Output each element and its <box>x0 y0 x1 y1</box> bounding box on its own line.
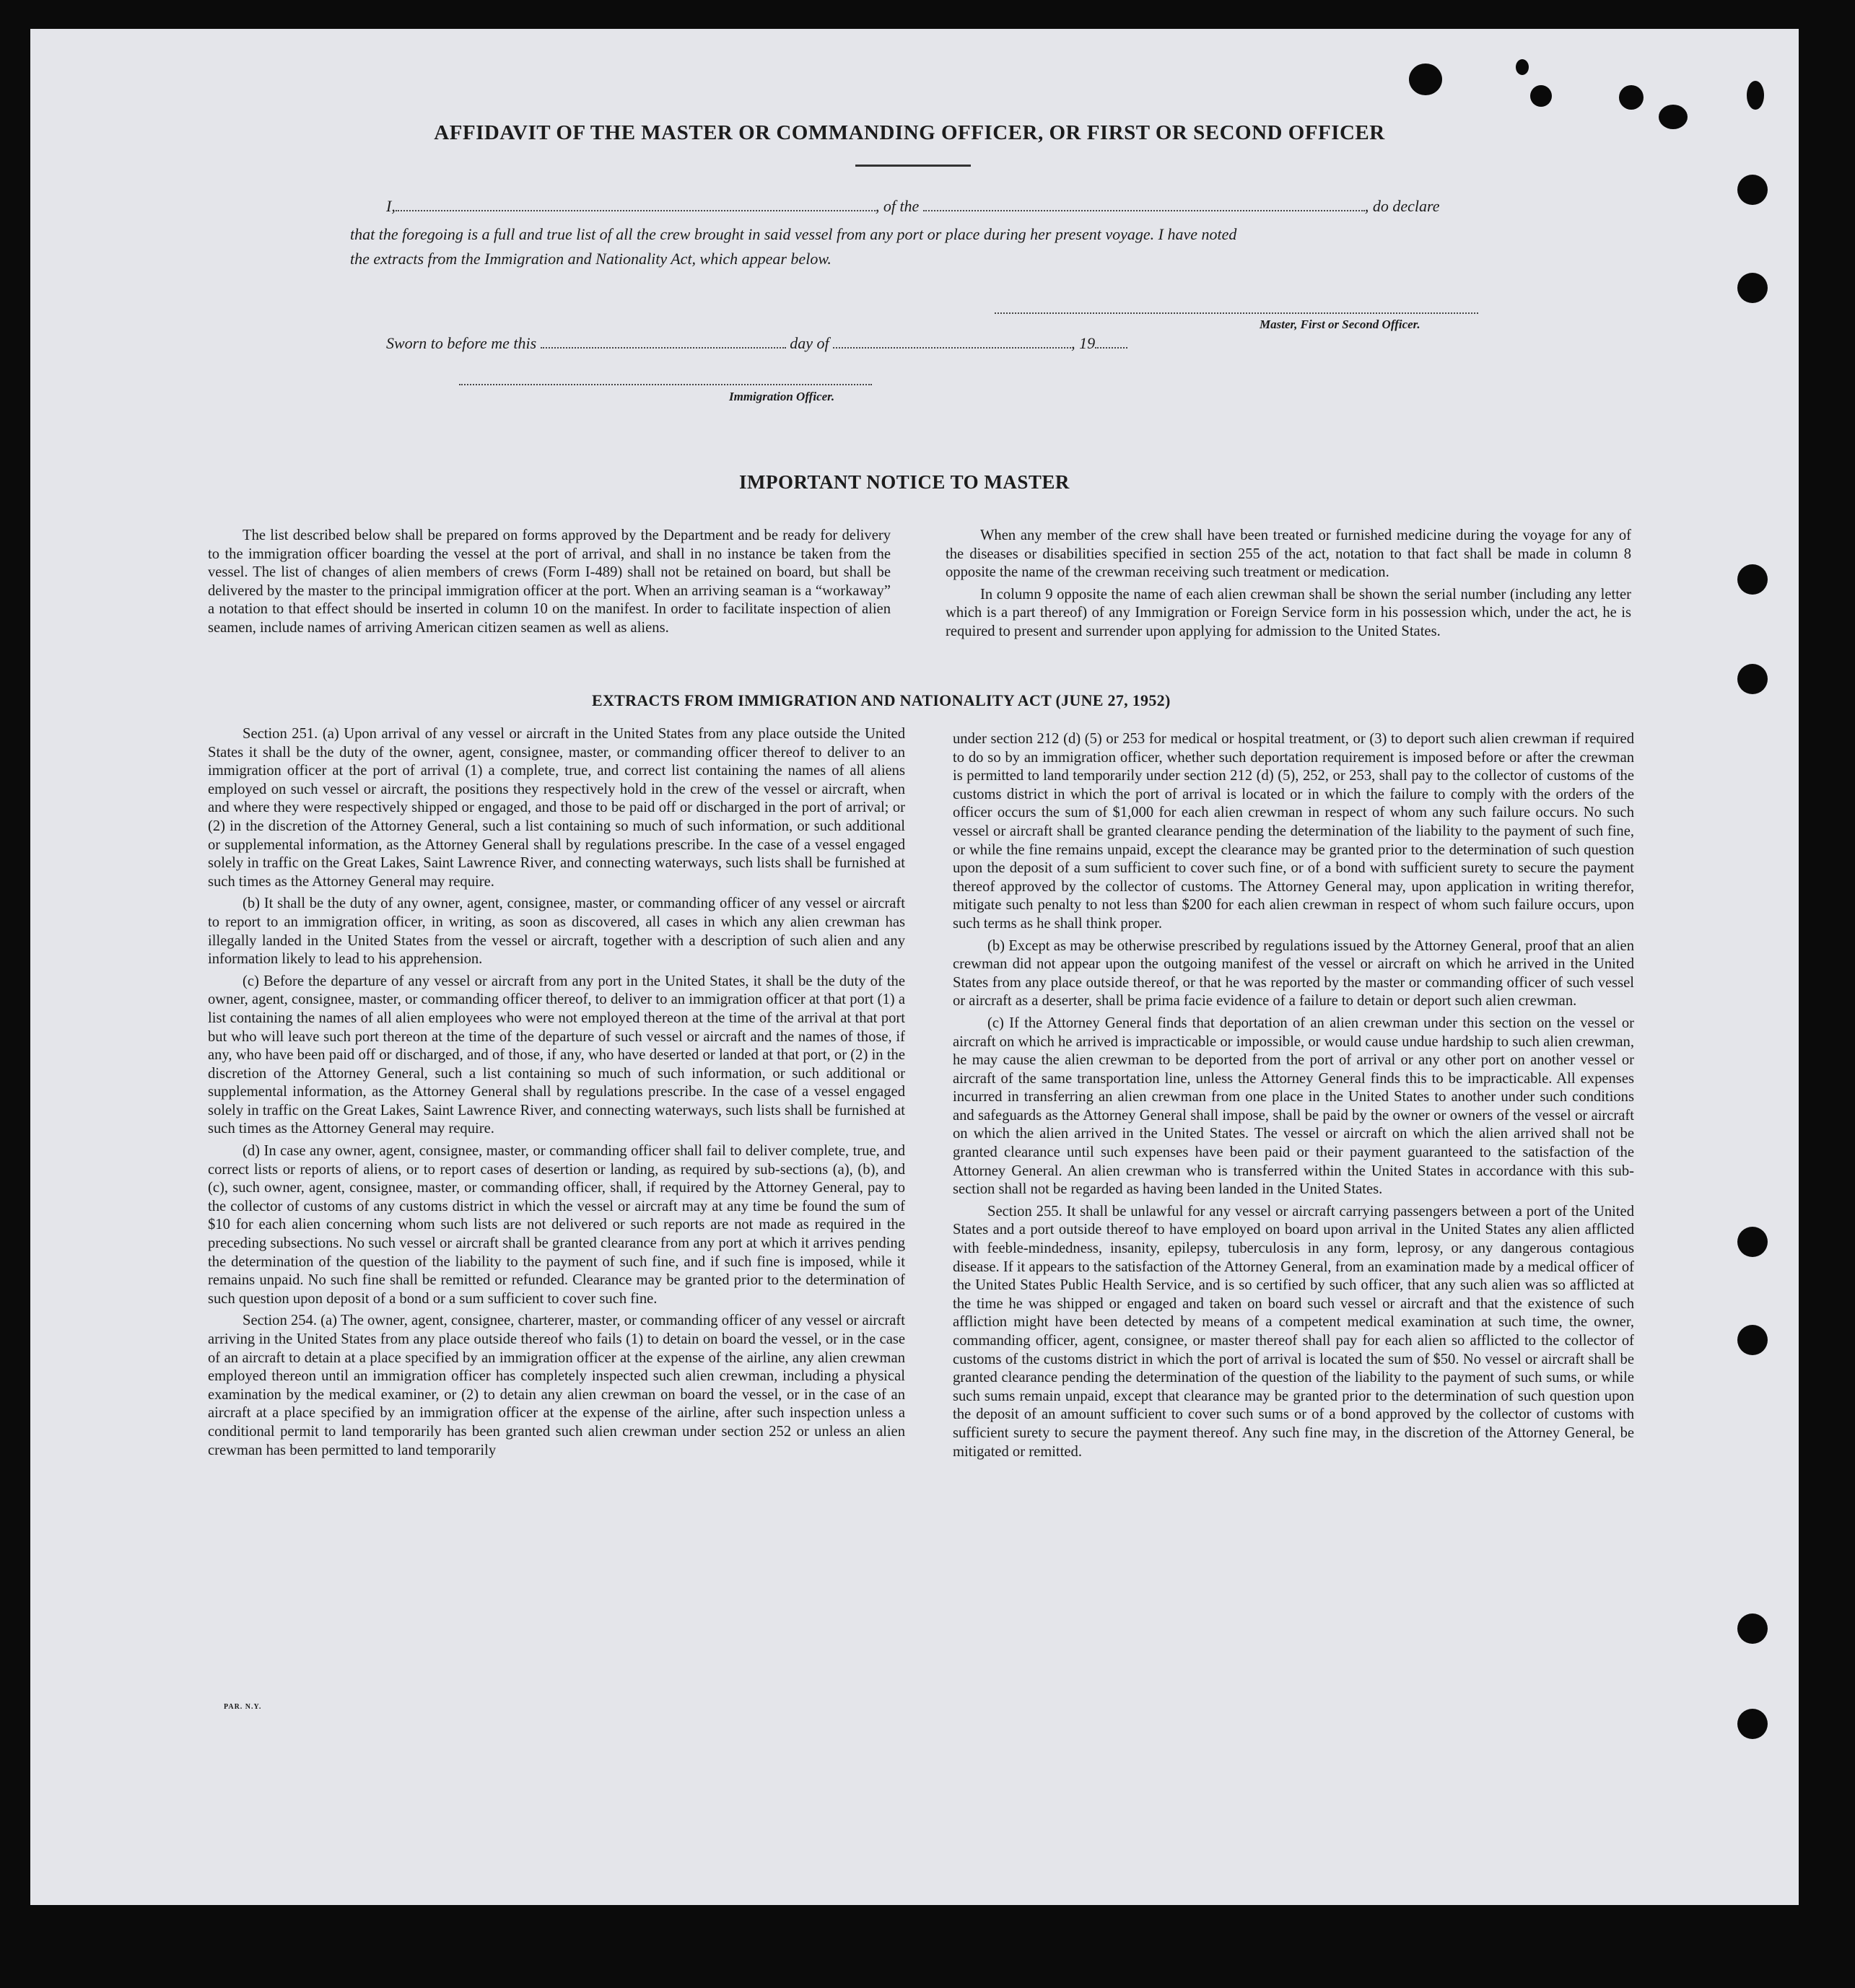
sworn-year-field[interactable] <box>1095 344 1127 349</box>
section-254-c: (c) If the Attorney General finds that deportation of an alien crewman under this section on the vessel or aircraft on which he arrived is impracticable or impossible, or would cause undue hardship to such alien crewman, he may cause the alien crewman to be deported from the port of arrival or any other port on another vessel or aircraft of the same transportation line, unless the Attorney General finds this to be impracticable. All expenses incurred in transferring an alien crewman from one place in the United States to another under such conditions and safeguards as the Attorney General shall impose, shall be paid by the owner or owners of the vessel or aircraft on which the alien arrived in the United States. The vessel or aircraft on which the alien arrived shall not be granted clearance until such expenses have been paid or their payment guaranteed to the satisfaction of the Attorney General. An alien crewman who is transferred within the United States in accordance with this sub-section shall not be regarded as having been landed in the United States. <box>953 1015 1634 1198</box>
section-254-a: Section 254. (a) The owner, agent, consignee, charterer, master, or commanding officer of any vessel or aircraft arriving in the United States from any place outside thereof who fails (1) to detain on board the vessel, or in the case of an aircraft to detain at a place specified by an immigration officer at the expense of the airline, any alien crewman employed thereon until an immigration officer has completely inspected such alien crewman, including a physical examination by the medical examiner, or (2) to detain any alien crewman on board the vessel, or in the case of an aircraft at a place specified by an immigration officer at the expense of the airline, after such inspection unless a conditional permit to land temporarily has been granted such alien crewman under section 252 or unless an alien crewman has been permitted to land temporarily <box>208 1313 905 1458</box>
do-declare-text: , do declare <box>1364 197 1440 215</box>
notice-left-paragraph: The list described below shall be prepared on forms approved by the Department and be ready for delivery to the immigration officer boarding the vessel at the port of arrival, and shall in no instance be taken from the vessel. The list of changes of alien members of crews (Form I-489) shall not be retained on board, but shall be delivered by the master to the principal immigration officer at the port. When an arriving seaman is a “workaway” a notation to that effect should be inserted in column 10 on the manifest. In order to facilitate inspection of alien seamen, include names of arriving American citizen seamen as well as aliens. <box>208 527 891 636</box>
sworn-line <box>386 334 1127 353</box>
section-251-d: (d) In case any owner, agent, consignee, master, or commanding officer shall fail to deliver complete, true, and correct lists or reports of aliens, or to report cases of desertion or landing, as required by sub-sections (a), (b), and (c), such owner, agent, consignee, master, or commanding officer, shall, if required by the Attorney General, pay to the collector of customs of any customs district in which the vessel or aircraft may at any time be found the sum of $10 for each alien concerning whom such lists are not delivered or such reports are not made as required in the preceding subsections. No such vessel or aircraft shall be granted clearance from any port at which it arrives pending the determination of the question of the liability to the payment of such fine, and if such fine is imposed, while it remains unpaid. No such fine shall be remitted or refunded. Clearance may be granted prior to the determination of such question upon deposit of a bond or a sum sufficient to cover such fine. <box>208 1143 905 1307</box>
punch-hole <box>1530 85 1552 107</box>
section-251-a: Section 251. (a) Upon arrival of any vessel or aircraft in the United States from any place outside the United States it shall be the duty of the owner, agent, consignee, master, or commanding officer thereof to deliver to an immigration officer at the port of arrival (1) a complete, true, and correct list containing the names of all aliens employed on such vessel or aircraft, the positions they respectively hold in the crew of the vessel or aircraft, when and where they were respectively shipped or engaged, and those to be paid off or discharged in the port of arrival; or (2) in the discretion of the Attorney General, such a list containing so much of such information, or such additional or supplemental information, as the Attorney General shall by regulations prescribe. In the case of a vessel engaged solely in traffic on the Great Lakes, Saint Lawrence River, and connecting waterways, such lists shall be furnished at such times as the Attorney General may require. <box>208 726 905 890</box>
officer-signature-caption: Immigration Officer. <box>729 390 835 403</box>
year-text: , 19 <box>1071 334 1096 352</box>
section-255: Section 255. It shall be unlawful for any vessel or aircraft carrying passengers between a port of the United States and a port outside thereof to have employed on board upon arrival in the United States any alien afflicted with feeble-mindedness, insanity, epilepsy, tuberculosis in any form, leprosy, or any dangerous contagious disease. If it appears to the satisfaction of the Attorney General, from an examination made by a medical officer of the United States Public Health Service, and is so certified by such officer, that any such alien was so afflicted at the time he was shipped or engaged and taken on board such vessel or aircraft and that the existence of such affliction might have been detected by means of a competent medical examination at such time, the owner, commanding officer, agent, consignee, or master thereof shall pay for each alien so afflicted to the collector of customs of the customs district in which the port of arrival is located the sum of $50. No vessel or aircraft shall be granted clearance pending the determination of the question of the liability to the payment of such sums, or while such sums remain unpaid, except that clearance may be granted prior to the determination of such question upon the deposit of an amount sufficient to cover such sums or of a bond approved by the collector of customs with sufficient surety to secure the payment thereof. Any such fine may, in the discretion of the Attorney General, be mitigated or remitted. <box>953 1203 1634 1460</box>
of-the-text: , of the <box>875 197 920 215</box>
notice-left-column <box>208 527 891 641</box>
punch-hole <box>1737 175 1768 205</box>
name-field[interactable] <box>396 207 876 211</box>
vessel-field[interactable] <box>923 207 1365 211</box>
punch-hole <box>1516 59 1529 75</box>
declaration-line-2: that the foregoing is a full and true list of all the crew brought in said vessel from any port or place during her present voyage. I have noted <box>350 225 1237 243</box>
officer-signature-field[interactable] <box>459 384 872 385</box>
punch-hole <box>1747 81 1764 110</box>
section-251-c: (c) Before the departure of any vessel or aircraft from any port in the United States, it shall be the duty of the owner, agent, consignee, master, or commanding officer thereof, to deliver to an immigration officer at that port (1) a list containing the names of all alien employees who were not employed thereon at the time of the arrival at that port but who will leave such port thereon at the time of the departure of such vessel or aircraft and the names of those, if any, who have been paid off or discharged, and of those, if any, who have deserted or landed at that port, or (2) in the discretion of the Attorney General, such a list containing so much of such information, or such additional or supplemental information, as the Attorney General shall by regulations prescribe. In the case of a vessel engaged solely in traffic on the Great Lakes, Saint Lawrence River, and connecting waterways, such lists shall be furnished at such times as the Attorney General may require. <box>208 973 905 1137</box>
notice-title: IMPORTANT NOTICE TO MASTER <box>739 471 1070 493</box>
sworn-text: Sworn to before me this <box>386 334 537 352</box>
punch-hole <box>1619 85 1644 110</box>
sworn-month-field[interactable] <box>833 344 1071 349</box>
punch-hole <box>1737 664 1768 694</box>
sworn-day-field[interactable] <box>541 344 786 349</box>
extracts-left-column <box>208 725 905 1463</box>
punch-hole <box>1737 564 1768 595</box>
punch-hole <box>1737 1709 1768 1739</box>
extracts-title: EXTRACTS FROM IMMIGRATION AND NATIONALITY ACT (JUNE 27, 1952) <box>592 691 1171 709</box>
master-signature-caption: Master, First or Second Officer. <box>1260 318 1420 331</box>
punch-hole <box>1659 105 1688 129</box>
punch-hole <box>1737 1325 1768 1355</box>
punch-hole <box>1409 64 1442 95</box>
extracts-right-column <box>953 730 1634 1465</box>
notice-right-paragraph-1: When any member of the crew shall have been treated or furnished medicine during the voyage for any of the diseases or disabilities specified in section 255 of the act, notation to that fact shall be made in column 8 opposite the name of the crewman receiving such treatment or medication. <box>946 527 1631 581</box>
section-251-b: (b) It shall be the duty of any owner, agent, consignee, master, or commanding officer of any vessel or aircraft to report to an immigration officer, in writing, as soon as discovered, all cases in which any alien crewman has illegally landed in the United States from the vessel or aircraft, together with a description of such alien and any information likely to lead to his apprehension. <box>208 896 905 968</box>
printer-mark: PAR. N.Y. <box>224 1703 262 1711</box>
section-254-b: (b) Except as may be otherwise prescribed by regulations issued by the Attorney General, proof that an alien crewman did not appear upon the outgoing manifest of the vessel or aircraft on which he arrived in the United States from any place outside thereof, or that he was reported by the master or commanding officer of such vessel or aircraft as a deserter, shall be prima facie evidence of a failure to detain or deport such alien crewman. <box>953 937 1634 1010</box>
notice-right-paragraph-2: In column 9 opposite the name of each alien crewman shall be shown the serial number (including any letter which is a part thereof) of any Immigration or Foreign Service form in his possession which, under the act, he is required to present and surrender upon applying for admission to the United States. <box>946 586 1631 639</box>
declaration-line-3: the extracts from the Immigration and Nationality Act, which appear below. <box>350 250 832 268</box>
affidavit-title: AFFIDAVIT OF THE MASTER OR COMMANDING OFFICER, OR FIRST OR SECOND OFFICER <box>434 121 1385 144</box>
punch-hole <box>1737 1227 1768 1257</box>
day-of-text: day of <box>790 334 829 352</box>
title-rule <box>855 165 971 167</box>
punch-hole <box>1737 1613 1768 1644</box>
declare-i-text: I, <box>386 197 396 215</box>
declaration-line-1 <box>386 197 1439 216</box>
section-254-a-continued: under section 212 (d) (5) or 253 for medical or hospital treatment, or (3) to deport such alien crewman if required to do so by an immigration officer, whether such deportation requirement is imposed before or after the crewman is permitted to land temporarily under section 212 (d) (5), 252, or 253, shall pay to the collector of customs of the customs district in which the port of arrival is located or in which the failure to comply with the orders of the officer occurs the sum of $1,000 for each alien crewman in respect of whom any such failure occurs. No such vessel or aircraft shall be granted clearance pending the determination of the liability to the payment of such fine, or while the fine remains unpaid, except the clearance may be granted prior to the determination of such question upon the deposit of a sum sufficient to cover such fine, or of a bond with sufficient surety to secure the payment thereof approved by the collector of customs. The Attorney General may, upon application in writing therefor, mitigate such penalty to not less than $200 for each alien crewman in respect of whom such failure occurs, upon such terms as he shall think proper. <box>953 731 1634 932</box>
master-signature-field[interactable] <box>995 312 1478 314</box>
notice-right-column <box>946 527 1631 645</box>
punch-hole <box>1737 273 1768 303</box>
